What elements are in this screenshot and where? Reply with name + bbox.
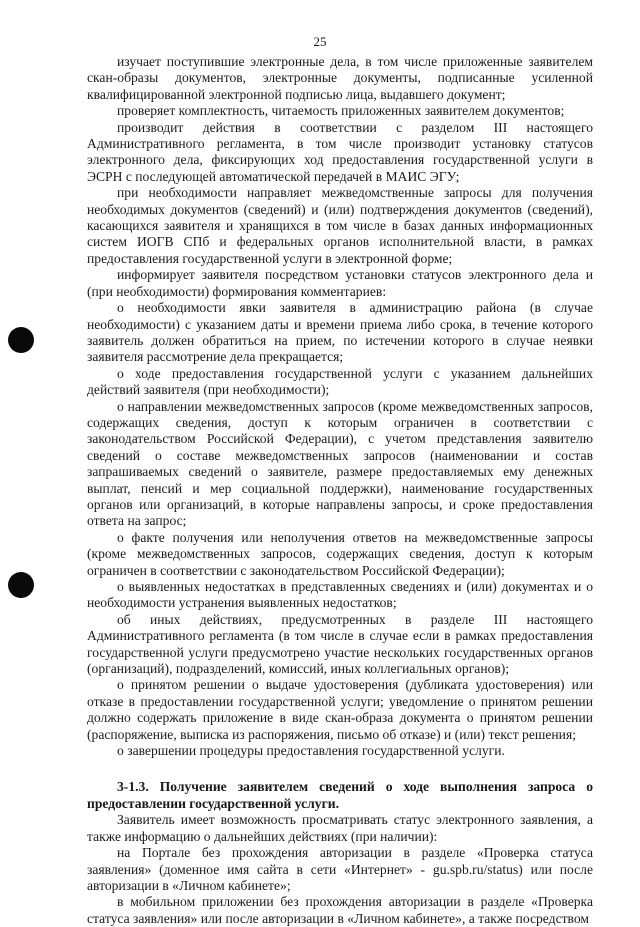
section-heading: 3-1.3. Получение заявителем сведений о ходе выполнения запроса о предоставлении государственной услуги. <box>87 779 593 811</box>
paragraph: на Портале без прохождения авторизации в разделе «Проверка статуса заявления» (доменное имя сайта в сети «Интернет» - gu.spb.ru/status) или после авторизации в «Личном кабинете»; <box>87 845 593 893</box>
paragraph: в мобильном приложении без прохождения авторизации в разделе «Проверка статуса заявления» или после авторизации в «Личном кабинете», а также посредством <box>87 894 593 926</box>
paragraph: об иных действиях, предусмотренных в разделе III настоящего Административного регламента (в том числе в случае если в рамках предоставления государственной услуги предусмотрено участие нескольких государственных органов (организаций), подразделений, комиссий, иных коллегиальных органов); <box>87 611 593 677</box>
document-body <box>87 54 593 927</box>
punch-hole-upper <box>8 327 34 353</box>
punch-hole-lower <box>8 572 34 598</box>
page-number: 25 <box>313 34 327 49</box>
paragraph: о направлении межведомственных запросов (кроме межведомственных запросов, содержащих сведения, доступ к которым ограничен в соответствии с законодательством Российской Федерации), с учетом представления заявителю сведений о составе межведомственных запросов (наименовании и состав запрашиваемых сведений о заявителе, размере предоставляемых ему денежных выплат, пенсий и мер социальной поддержки), наименование государственных органов или организаций, в которые направлены запросы, и сроке предоставления ответа на запрос; <box>87 398 593 529</box>
paragraph: о необходимости явки заявителя в администрацию района (в случае необходимости) с указанием даты и времени приема либо срока, в течение которого заявитель должен обратиться на прием, по истечении которого в случае неявки заявителя рассмотрение дела прекращается; <box>87 300 593 365</box>
paragraph: о факте получения или неполучения ответов на межведомственные запросы (кроме межведомственных запросов, содержащих сведения, доступ к которым ограничен в соответствии с законодательством Российской Федерации); <box>87 529 593 578</box>
paragraph: о принятом решении о выдаче удостоверения (дубликата удостоверения) или отказе в предоставлении государственной услуги; уведомление о принятом решении должно содержать приложение в виде скан-образа документа о принятом решении (распоряжение, выписка из распоряжения, письмо об отказе) и (или) текст решения; <box>87 677 593 742</box>
paragraph: информирует заявителя посредством установки статусов электронного дела и (при необходимости) формирования комментариев: <box>87 267 593 299</box>
paragraph: изучает поступившие электронные дела, в том числе приложенные заявителем скан-образы документов, электронные документы, подписанные усиленной квалифицированной электронной подписью лица, выдавшего документ; <box>87 54 593 102</box>
paragraph: проверяет комплектность, читаемость приложенных заявителем документов; <box>117 103 565 119</box>
paragraph: о выявленных недостатках в представленных сведениях и (или) документах и о необходимости устранения выявленных недостатков; <box>87 579 593 611</box>
paragraph: о ходе предоставления государственной услуги с указанием дальнейших действий заявителя (при необходимости); <box>87 365 593 398</box>
paragraph: производит действия в соответствии с разделом III настоящего Административного регламента, в том числе производит установку статусов электронного дела, фиксирующих ход предоставления государственной услуги в ЭСРН с последующей автоматической передачей в МАИС ЭГУ; <box>87 119 593 184</box>
paragraph: о завершении процедуры предоставления государственной услуги. <box>117 743 505 759</box>
paragraph: Заявитель имеет возможность просматривать статус электронного заявления, а также информацию о дальнейших действиях (при наличии): <box>87 812 593 844</box>
paragraph: при необходимости направляет межведомственные запросы для получения необходимых документов (сведений) и (или) подтверждения документов (сведений), касающихся заявителя и хранящихся в том числе в базах данных информационных систем ИОГВ СПб и федеральных органов исполнительной власти, в рамках предоставления государственной услуги в электронной форме; <box>87 185 593 266</box>
